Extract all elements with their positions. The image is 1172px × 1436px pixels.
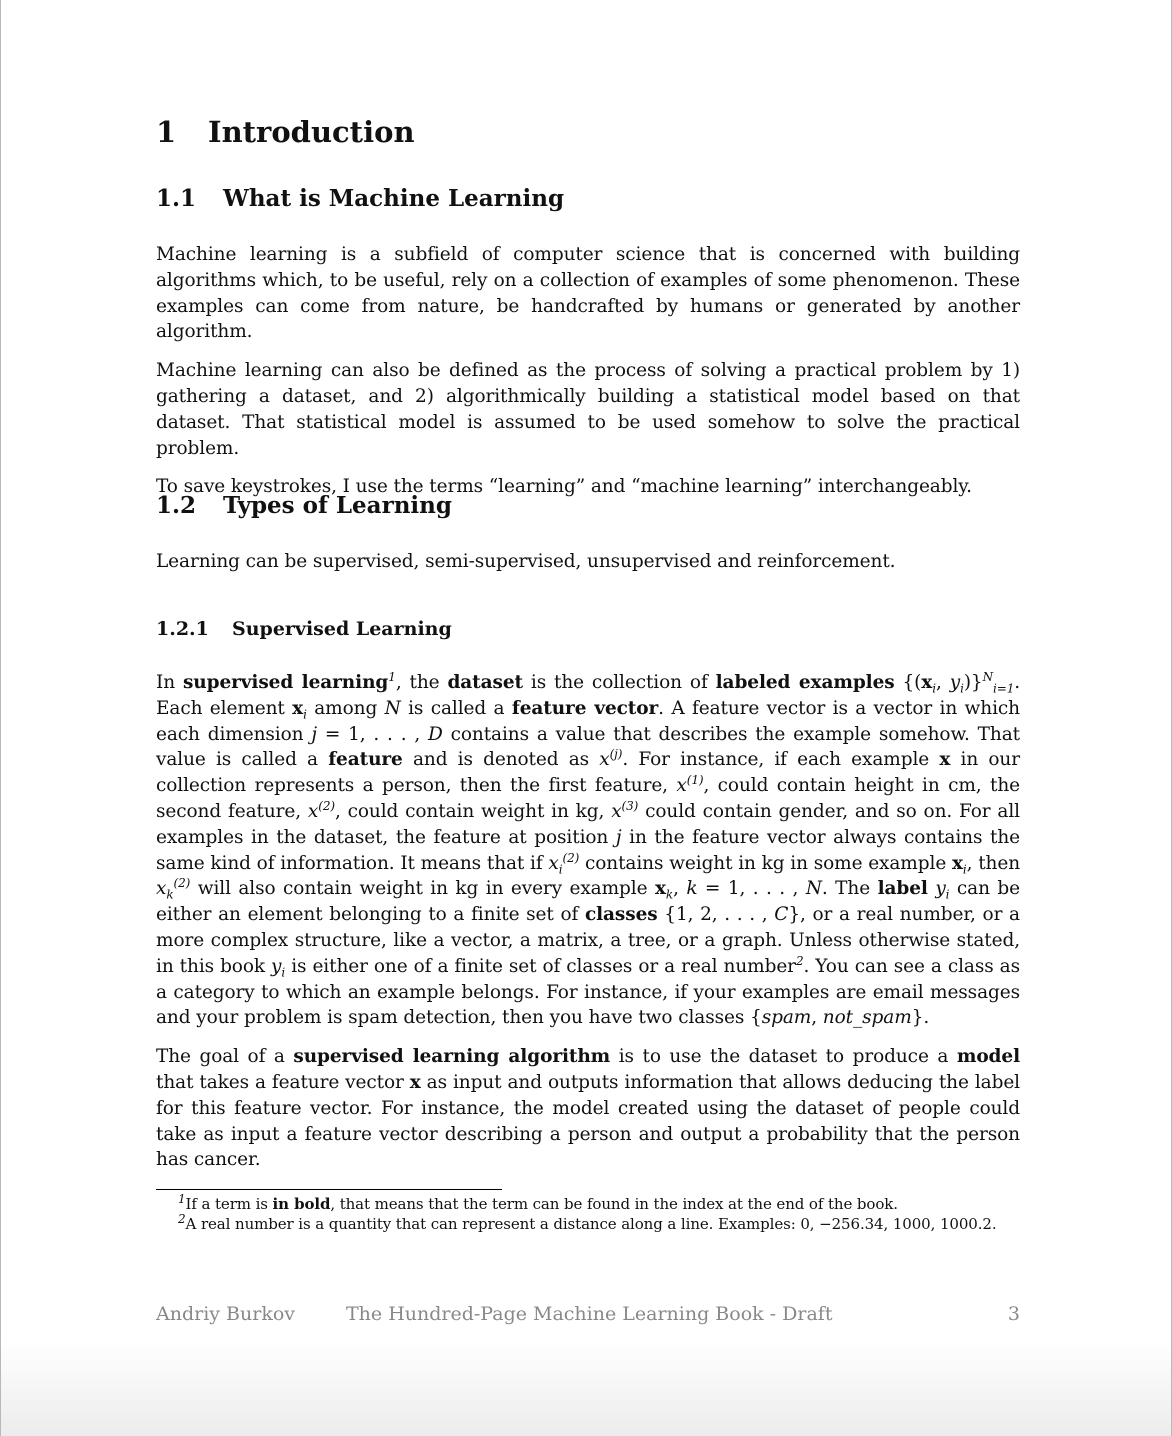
math-run: y [271,955,282,977]
section-title: Types of Learning [223,492,452,519]
bold-term: labeled examples [715,672,895,693]
math-run: N [982,669,994,684]
text-run: , could contain height in cm, the second feature, [156,775,1020,822]
text-run: , the [395,672,448,693]
text-run: If a term is [185,1195,273,1213]
subsection-title: Supervised Learning [232,618,452,640]
text-run: {( [894,672,922,693]
text-run: Learning can be supervised, semi-supervised, unsupervised and reinforcement. [156,551,896,572]
text-run: . The [821,878,878,900]
footnote [156,1214,1020,1234]
text-run: as input and outputs information that allows deducing the label for this feature vector. For instance, the model created using the dataset of people could take as input a feature vector describing a person and output a probability that the person has cancer. [156,1071,1020,1171]
bold-term: supervised learning [182,672,389,693]
math-run: y [935,878,946,900]
text-run: , [935,672,950,693]
math-run: i [945,888,950,903]
text-run: , [673,878,687,900]
text-run: . For instance, if each example [622,749,940,771]
math-run: N [805,878,822,900]
text-run: could contain gender, and so on. For all examples in the dataset, the feature at position [156,800,1020,848]
math-run: i [960,681,964,696]
chapter-heading [156,115,1020,149]
text-run: in the feature vector always contains the same kind of information. It means that if [156,826,1021,874]
math-run: k [686,878,698,900]
bold-term: in bold [272,1195,331,1213]
text-run: is to use the dataset to produce a [610,1046,957,1068]
text-run: , then [966,852,1021,874]
text-run: that takes a feature vector [156,1071,410,1093]
paragraph [156,358,1020,461]
text-run: is called a [400,697,512,719]
paragraph [156,670,1020,1031]
text-run: . You can see a class as a category to which an example belongs. For instance, if your examples are email messages and your problem is spam detection, then you have two classes { [156,955,1021,1029]
math-run: x [951,852,963,874]
math-run: x [676,775,687,797]
text-run: contains weight in kg in some example [579,852,952,874]
chapter-number: 1 [156,115,177,149]
subsection-heading-1-2-1 [156,618,1020,640]
math-run: i [932,681,936,696]
paragraph [156,549,1020,575]
text-run: among [306,697,385,719]
text-run: To save keystrokes, I use the terms “learning” and “machine learning” interchangeably. [156,476,972,498]
text-run: }. [911,1007,930,1029]
text-run: Machine learning is a subfield of computer science that is concerned with building algorithms which, to be useful, rely on a collection of examples of some phenomenon. These examples can come from nature, be handcrafted by humans or generated by another algorithm. [156,244,1020,343]
paragraph [156,1044,1020,1173]
text-run: = 1, . . . , [316,723,428,745]
math-run: D [427,723,443,745]
math-run: N [384,697,401,719]
math-run: 2 [795,953,804,968]
text-run: is either one of a finite set of classes or a real number [285,955,796,977]
text-run: will also contain weight in kg in every example [190,878,655,900]
text-run: )} [963,672,983,693]
text-run: is the collection of [522,672,716,693]
text-run: contains a value that describes the example somehow. That value is called a [156,723,1020,771]
math-run: x [921,672,933,693]
section-number: 1.2 [156,492,197,519]
math-run: x [654,878,666,900]
text-run: , [811,1007,823,1029]
bold-term: feature [328,749,403,771]
section-heading-1-2 [156,492,1020,519]
footnotes [156,1194,1020,1234]
math-run: C [774,904,789,926]
bold-term: label [877,878,928,900]
paragraph [156,242,1020,345]
text-run: and is denoted as [402,749,600,771]
math-run: i [558,862,563,877]
math-run: x [292,697,304,719]
math-run: spam [761,1007,812,1029]
text-run: {1, 2, . . . , [657,904,775,926]
math-run: x [611,800,622,822]
math-run: (j) [609,747,623,762]
text-run: . Each element [156,672,1021,719]
math-run: k [166,888,174,903]
page-number: 3 [1007,1303,1020,1325]
math-run: x [156,878,167,900]
math-run: not_spam [822,1007,912,1029]
math-run: x [548,852,559,874]
bold-term: model [956,1046,1020,1068]
math-run: j [311,723,317,745]
text-run: Machine learning can also be defined as the process of solving a practical problem by 1) gathering a dataset, and 2) algorithmically building a statistical model based on that dataset. That statistical model is assumed to be used somehow to solve the practical problem. [156,360,1020,459]
section-title: What is Machine Learning [223,185,565,212]
bold-term: classes [584,904,658,926]
footnote [156,1194,1020,1214]
math-run: (3) [621,798,639,813]
subsection-1-2-1-body [156,670,1020,1173]
footer-author: Andriy Burkov [156,1303,296,1325]
math-run: i [303,707,307,722]
math-run: i=1 [993,681,1015,696]
section-1-2-body [156,549,1020,575]
footer-book-title: The Hundred-Page Machine Learning Book - Draft [346,1303,833,1325]
math-run: y [949,672,961,693]
text-run: = 1, . . . , [697,878,806,900]
text-run: The goal of a [156,1046,294,1068]
math-run: k [665,888,674,903]
chapter-title: Introduction [208,115,415,149]
text-run: In [156,672,183,693]
footnote-rule [156,1189,502,1190]
math-run: 1 [178,1192,186,1206]
math-run: x [599,749,610,771]
subsection-number: 1.2.1 [156,618,209,640]
math-run: j [615,826,622,848]
math-run: (2) [173,876,191,891]
text-run: can be either an element belonging to a finite set of [156,878,1020,926]
math-run: (2) [318,798,335,813]
math-run: i [281,965,286,980]
math-run: (1) [686,773,704,788]
bold-term: supervised learning algorithm [293,1046,611,1068]
bold-term: dataset [447,672,523,693]
section-1-1-body [156,242,1020,500]
math-run: 1 [388,669,396,684]
text-run: , that means that the term can be found in the index at the end of the book. [330,1195,898,1213]
text-run: in our collection represents a person, then the first feature, [156,749,1020,797]
math-run: 2 [178,1212,186,1226]
math-run: x [409,1071,421,1093]
math-run: i [962,862,967,877]
text-run: A real number is a quantity that can represent a distance along a line. Examples: 0, −256.34, 1000, 1000.2. [185,1215,997,1233]
section-number: 1.1 [156,185,197,212]
text-run: }, or a real number, or a more complex structure, like a vector, a matrix, a tree, or a graph. Unless otherwise stated, in this book [156,904,1020,977]
math-run: (2) [562,850,580,865]
text-run: . A feature vector is a vector in which each dimension [156,697,1020,745]
math-run: x [939,749,951,771]
bold-term: feature vector [511,697,659,719]
text-run: , could contain weight in kg, [334,800,612,822]
math-run: x [307,800,319,822]
section-heading-1-1 [156,185,1020,212]
